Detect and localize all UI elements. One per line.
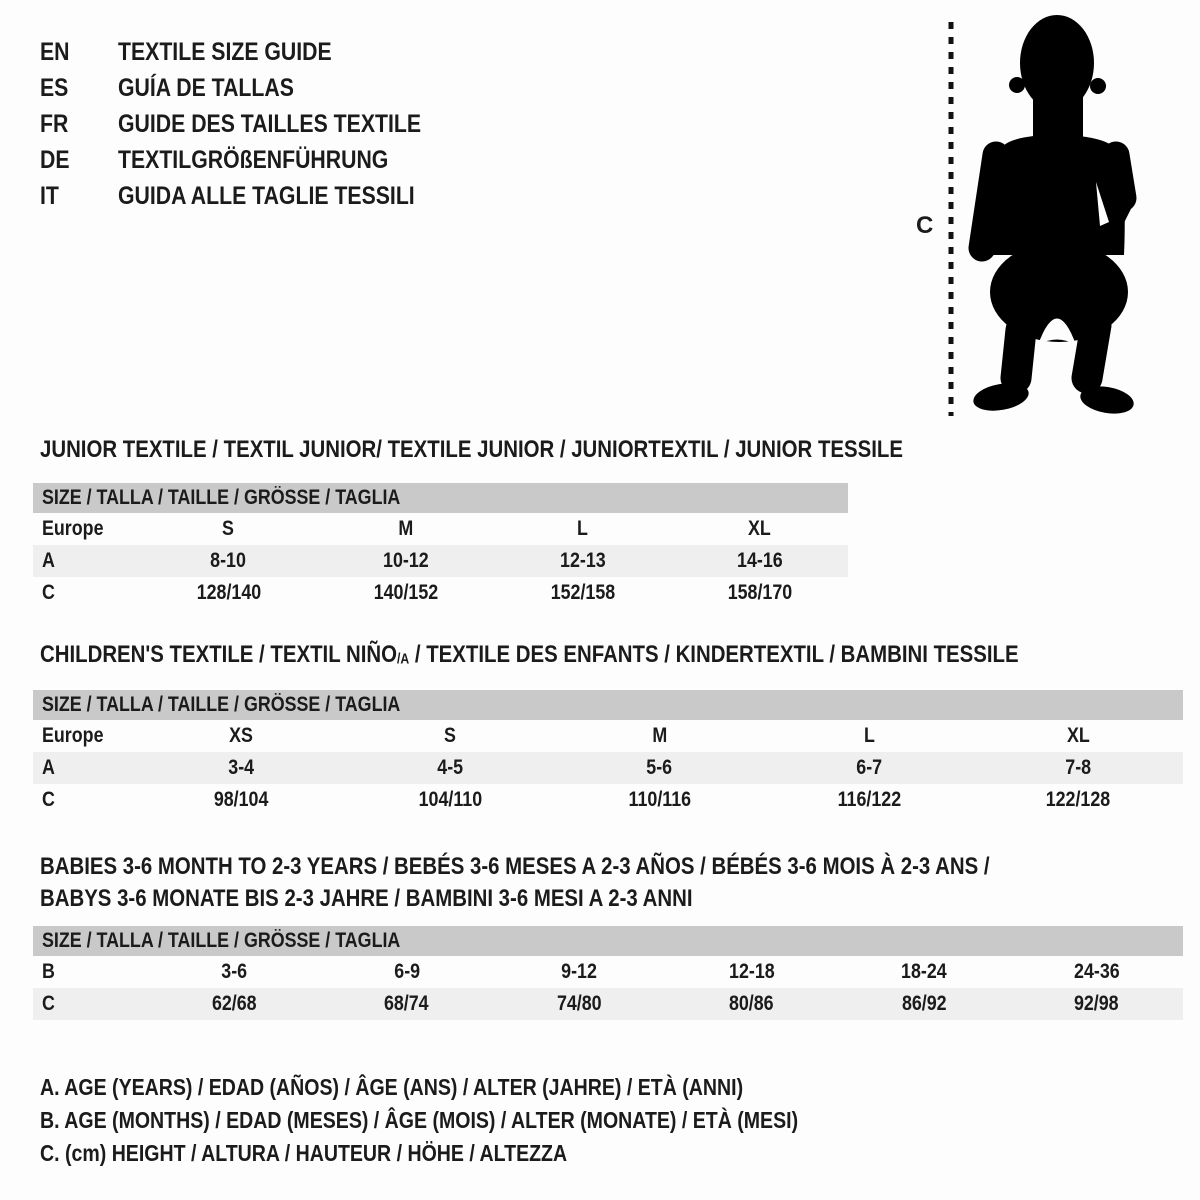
size-value: M <box>398 517 413 540</box>
junior-size-header-label: SIZE / TALLA / TAILLE / GRÖSSE / TAGLIA <box>42 486 401 509</box>
height-value: 74/80 <box>556 992 602 1015</box>
months-value: 12-18 <box>728 960 775 983</box>
children-title-after: / TEXTILE DES ENFANTS / KINDERTEXTIL / BAMBINI TESSILE <box>409 641 1019 668</box>
lang-row-fr <box>40 106 475 142</box>
row-label: Europe <box>42 724 104 747</box>
lang-code-es: ES <box>40 73 69 102</box>
row-label: B <box>42 960 55 983</box>
junior-row-europe <box>33 513 848 545</box>
lang-code-fr: FR <box>40 109 69 138</box>
children-row-age <box>33 752 1183 784</box>
size-value: S <box>222 517 235 540</box>
junior-row-height <box>33 577 848 609</box>
lang-code-de: DE <box>40 145 70 174</box>
size-value: L <box>577 517 588 540</box>
height-value: 110/116 <box>628 788 691 811</box>
language-title-list <box>40 34 475 214</box>
row-label: C <box>42 788 55 811</box>
height-value: 86/92 <box>901 992 947 1015</box>
age-value: 6-7 <box>856 756 882 779</box>
children-title-sub: /A <box>396 651 410 668</box>
children-title-before: CHILDREN'S TEXTILE / TEXTIL NIÑO <box>40 641 397 668</box>
height-value: 104/110 <box>418 788 482 811</box>
age-value: 3-4 <box>227 756 254 779</box>
height-value: 128/140 <box>196 581 261 604</box>
height-value: 152/158 <box>550 581 615 604</box>
size-value: XS <box>228 724 253 747</box>
row-label: Europe <box>42 517 104 540</box>
row-label: A <box>42 549 55 572</box>
footnote-c: C. (cm) HEIGHT / ALTURA / HAUTEUR / HÖHE / ALTEZZA <box>40 1140 568 1166</box>
months-value: 9-12 <box>561 960 598 983</box>
lang-row-it <box>40 178 475 214</box>
size-value: S <box>444 724 457 747</box>
lang-row-en <box>40 34 475 70</box>
months-value: 24-36 <box>1073 960 1120 983</box>
lang-code-it: IT <box>40 181 59 210</box>
junior-size-header-bar <box>33 483 848 513</box>
size-value: XL <box>748 517 771 540</box>
lang-row-de <box>40 142 475 178</box>
row-label: A <box>42 756 55 779</box>
babies-size-header-label: SIZE / TALLA / TAILLE / GRÖSSE / TAGLIA <box>42 929 401 952</box>
size-value: M <box>652 724 667 747</box>
age-value: 10-12 <box>382 549 429 572</box>
age-value: 8-10 <box>210 549 247 572</box>
lang-code-en: EN <box>40 37 70 66</box>
junior-section-title: JUNIOR TEXTILE / TEXTIL JUNIOR/ TEXTILE JUNIOR / JUNIORTEXTIL / JUNIOR TESSILE <box>40 436 903 463</box>
height-value: 80/86 <box>729 992 775 1015</box>
age-value: 7-8 <box>1065 756 1092 779</box>
children-section-title <box>40 639 1191 676</box>
children-size-header-bar <box>33 690 1183 720</box>
months-value: 18-24 <box>901 960 948 983</box>
months-value: 3-6 <box>221 960 248 983</box>
lang-title-fr: GUIDE DES TAILLES TEXTILE <box>118 109 422 138</box>
babies-title-line1: BABIES 3-6 MONTH TO 2-3 YEARS / BEBÉS 3-6 MESES A 2-3 AÑOS / BÉBÉS 3-6 MOIS À 2-3 ANS / <box>40 853 990 880</box>
height-value: 158/170 <box>727 581 792 604</box>
babies-row-height <box>33 988 1183 1020</box>
height-measure-label: C <box>916 212 934 239</box>
row-label: C <box>42 581 55 604</box>
babies-size-header-bar <box>33 926 1183 956</box>
children-size-table <box>33 690 1183 816</box>
age-value: 5-6 <box>646 756 673 779</box>
size-value: XL <box>1066 724 1090 747</box>
lang-title-de: TEXTILGRÖßENFÜHRUNG <box>118 145 389 174</box>
babies-size-table <box>33 926 1183 1020</box>
size-value: L <box>863 724 875 747</box>
height-value: 116/122 <box>837 788 901 811</box>
lang-row-es <box>40 70 475 106</box>
babies-title-line2: BABYS 3-6 MONATE BIS 2-3 JAHRE / BAMBINI 3-6 MESI A 2-3 ANNI <box>40 885 693 912</box>
footnote-b: B. AGE (MONTHS) / EDAD (MESES) / ÂGE (MOIS) / ALTER (MONATE) / ETÀ (MESI) <box>40 1107 799 1133</box>
months-value: 6-9 <box>393 960 420 983</box>
age-value: 14-16 <box>736 549 783 572</box>
age-value: 4-5 <box>437 756 464 779</box>
children-size-header-label: SIZE / TALLA / TAILLE / GRÖSSE / TAGLIA <box>42 693 401 716</box>
babies-section-title <box>40 851 1157 915</box>
children-row-europe <box>33 720 1183 752</box>
row-label: C <box>42 992 55 1015</box>
lang-title-es: GUÍA DE TALLAS <box>118 73 294 102</box>
lang-title-en: TEXTILE SIZE GUIDE <box>118 37 332 66</box>
height-value: 98/104 <box>213 788 268 811</box>
footnote-legend <box>40 1071 932 1170</box>
lang-title-it: GUIDA ALLE TAGLIE TESSILI <box>118 181 415 210</box>
age-value: 12-13 <box>559 549 606 572</box>
children-row-height <box>33 784 1183 816</box>
height-value: 68/74 <box>384 992 430 1015</box>
height-value: 62/68 <box>211 992 257 1015</box>
height-value: 92/98 <box>1074 992 1120 1015</box>
baby-silhouette-figure <box>890 0 1200 430</box>
height-value: 122/128 <box>1046 788 1111 811</box>
height-value: 140/152 <box>373 581 438 604</box>
junior-size-table <box>33 483 848 609</box>
junior-row-age <box>33 545 848 577</box>
babies-row-months <box>33 956 1183 988</box>
baby-silhouette <box>971 15 1136 417</box>
footnote-a: A. AGE (YEARS) / EDAD (AÑOS) / ÂGE (ANS) / ALTER (JAHRE) / ETÀ (ANNI) <box>40 1074 744 1100</box>
